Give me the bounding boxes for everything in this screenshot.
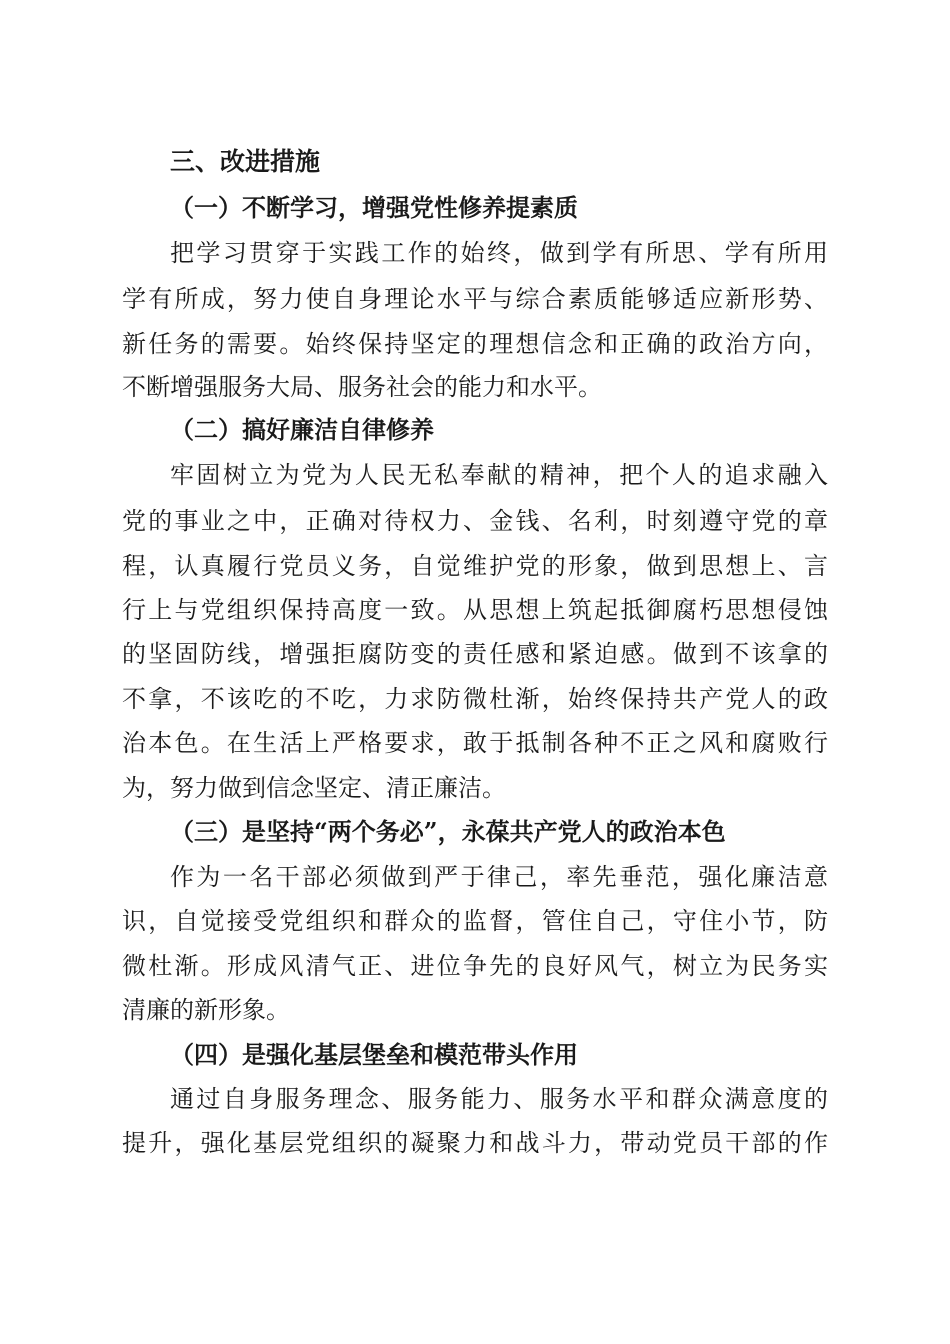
paragraph-line: 的坚固防线，增强拒腐防变的责任感和紧迫感。做到不该拿的: [122, 640, 828, 668]
subsection-4-title: （四）是强化基层堡垒和模范带头作用: [170, 1040, 578, 1069]
section-title: 三、改进措施: [170, 147, 321, 176]
paragraph-line: 牢固树立为党为人民无私奉献的精神，把个人的追求融入: [170, 461, 828, 489]
paragraph-line: 为，努力做到信念坚定、清正廉洁。: [122, 774, 506, 802]
paragraph-line: 提升，强化基层党组织的凝聚力和战斗力，带动党员干部的作: [122, 1129, 828, 1157]
paragraph-line: 学有所成，努力使自身理论水平与综合素质能够适应新形势、: [122, 285, 828, 313]
subsection-2-title: （二）搞好廉洁自律修养: [170, 415, 434, 444]
paragraph-line: 不断增强服务大局、服务社会的能力和水平。: [122, 373, 602, 401]
paragraph-line: 作为一名干部必须做到严于律己，率先垂范，强化廉洁意: [170, 863, 828, 891]
paragraph-line: 识，自觉接受党组织和群众的监督，管住自己，守住小节，防: [122, 907, 828, 935]
paragraph-line: 清廉的新形象。: [122, 996, 290, 1024]
subsection-3-title: （三）是坚持“两个务必”，永葆共产党人的政治本色: [170, 817, 726, 846]
paragraph-line: 治本色。在生活上严格要求，敢于抵制各种不正之风和腐败行: [122, 729, 828, 757]
paragraph-line: 微杜渐。形成风清气正、进位争先的良好风气，树立为民务实: [122, 952, 828, 980]
paragraph-line: 新任务的需要。始终保持坚定的理想信念和正确的政治方向，: [122, 330, 828, 358]
paragraph-line: 不拿，不该吃的不吃，力求防微杜渐，始终保持共产党人的政: [122, 685, 828, 713]
paragraph-line: 程，认真履行党员义务，自觉维护党的形象，做到思想上、言: [122, 552, 828, 580]
paragraph-line: 通过自身服务理念、服务能力、服务水平和群众满意度的: [170, 1085, 828, 1113]
paragraph-line: 党的事业之中，正确对待权力、金钱、名利，时刻遵守党的章: [122, 507, 828, 535]
paragraph-line: 把学习贯穿于实践工作的始终，做到学有所思、学有所用: [170, 239, 828, 267]
paragraph-line: 行上与党组织保持高度一致。从思想上筑起抵御腐朽思想侵蚀: [122, 596, 828, 624]
subsection-1-title: （一）不断学习，增强党性修养提素质: [170, 193, 578, 222]
